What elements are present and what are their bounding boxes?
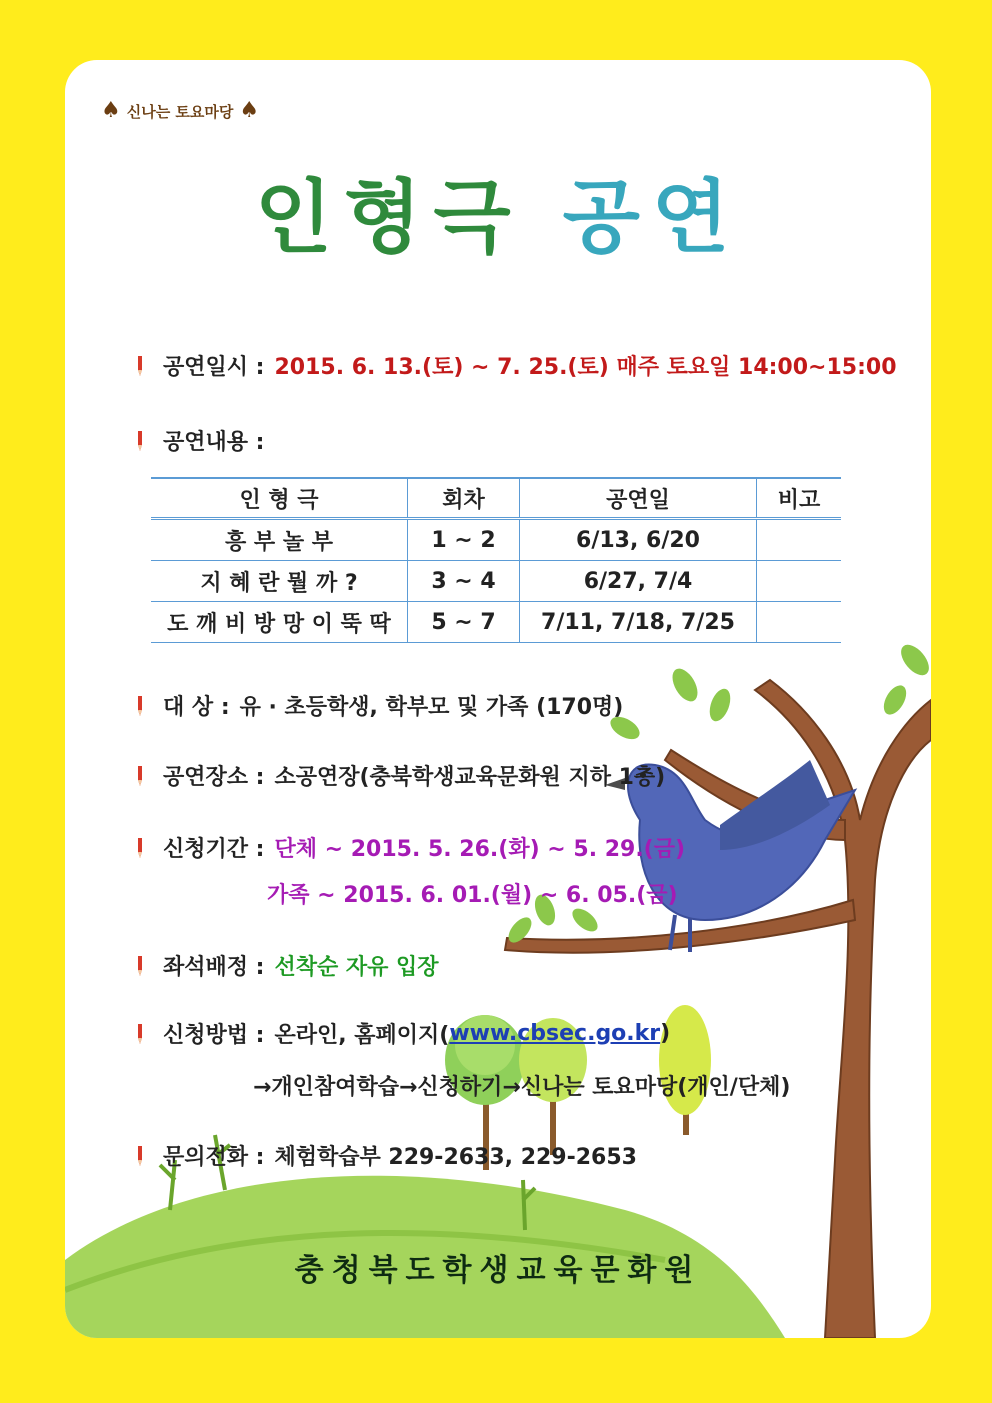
pencil-icon [135,1146,145,1166]
table-cell: 지 혜 란 뭘 까 ? [151,561,408,602]
organizer-name: 충청북도학생교육문화원 [294,1253,702,1288]
table-row [151,561,841,602]
title-word-performance: 공연 [562,171,742,264]
apply-period-family: 가족 ~ 2015. 6. 01.(월) ~ 6. 05.(금) [267,883,678,908]
column-header: 회차 [408,478,520,519]
pencil-icon [135,356,145,376]
pencil-icon [135,431,145,451]
apply-method-suffix: ) [660,1021,671,1046]
table-cell [757,561,842,602]
venue-row [135,760,665,791]
table-row [151,519,841,561]
schedule-value: 2015. 6. 13.(토) ~ 7. 25.(토) 매주 토요일 14:00~15:00 [274,355,897,380]
pencil-icon [135,696,145,716]
spade-icon: ♠ [101,98,121,123]
title-word-puppet-show: 인형극 [254,171,523,264]
content-row [135,425,264,456]
content-label: 공연내용 : [163,430,265,455]
venue-label: 공연장소 : [163,765,265,790]
column-header: 공연일 [520,478,757,519]
table-cell: 3 ~ 4 [408,561,520,602]
schedule-row [135,350,897,381]
pencil-icon [135,766,145,786]
apply-method-row [135,1018,670,1049]
spade-icon: ♠ [239,98,260,123]
table-cell: 5 ~ 7 [408,602,520,643]
table-cell: 6/27, 7/4 [520,561,757,602]
pencil-icon [135,1024,145,1044]
table-cell: 도 깨 비 방 망 이 뚝 딱 [151,602,408,643]
program-table [151,477,841,643]
table-cell: 6/13, 6/20 [520,519,757,561]
seating-value: 선착순 자유 입장 [274,955,439,980]
apply-period-group: 단체 ~ 2015. 5. 26.(화) ~ 5. 29.(금) [274,837,686,862]
apply-method-label: 신청방법 : [163,1023,265,1048]
table-header-row [151,478,841,519]
apply-period-label: 신청기간 : [163,837,265,862]
apply-method-path: →개인참여학습→신청하기→신나는 토요마당(개인/단체) [253,1075,791,1100]
seating-row [135,950,439,981]
pencil-icon [135,838,145,858]
contact-row [135,1140,637,1171]
contact-value: 체험학습부 229-2633, 229-2653 [274,1145,637,1170]
venue-value: 소공연장(충북학생교육문화원 지하 1층) [274,765,666,790]
seating-label: 좌석배정 : [163,955,265,980]
schedule-label: 공연일시 : [163,355,265,380]
table-cell [757,519,842,561]
table-cell: 7/11, 7/18, 7/25 [520,602,757,643]
apply-method-prefix: 온라인, 홈페이지( [274,1023,450,1048]
column-header: 인 형 극 [151,478,408,519]
contact-label: 문의전화 : [163,1145,265,1170]
target-value: 유 · 초등학생, 학부모 및 가족 (170명) [239,695,624,720]
table-row [151,602,841,643]
tagline [101,100,259,122]
table-cell: 흥 부 놀 부 [151,519,408,561]
tagline-text: 신나는 토요마당 [126,102,234,121]
pencil-icon [135,956,145,976]
column-header: 비고 [757,478,842,519]
homepage-link[interactable]: www.cbsec.go.kr [449,1021,661,1046]
target-label: 대 상 : [163,695,230,720]
poster-card [65,60,931,1338]
apply-period-row [135,832,685,863]
page-title [65,171,931,264]
target-row [135,690,623,721]
table-cell: 1 ~ 2 [408,519,520,561]
table-cell [757,602,842,643]
